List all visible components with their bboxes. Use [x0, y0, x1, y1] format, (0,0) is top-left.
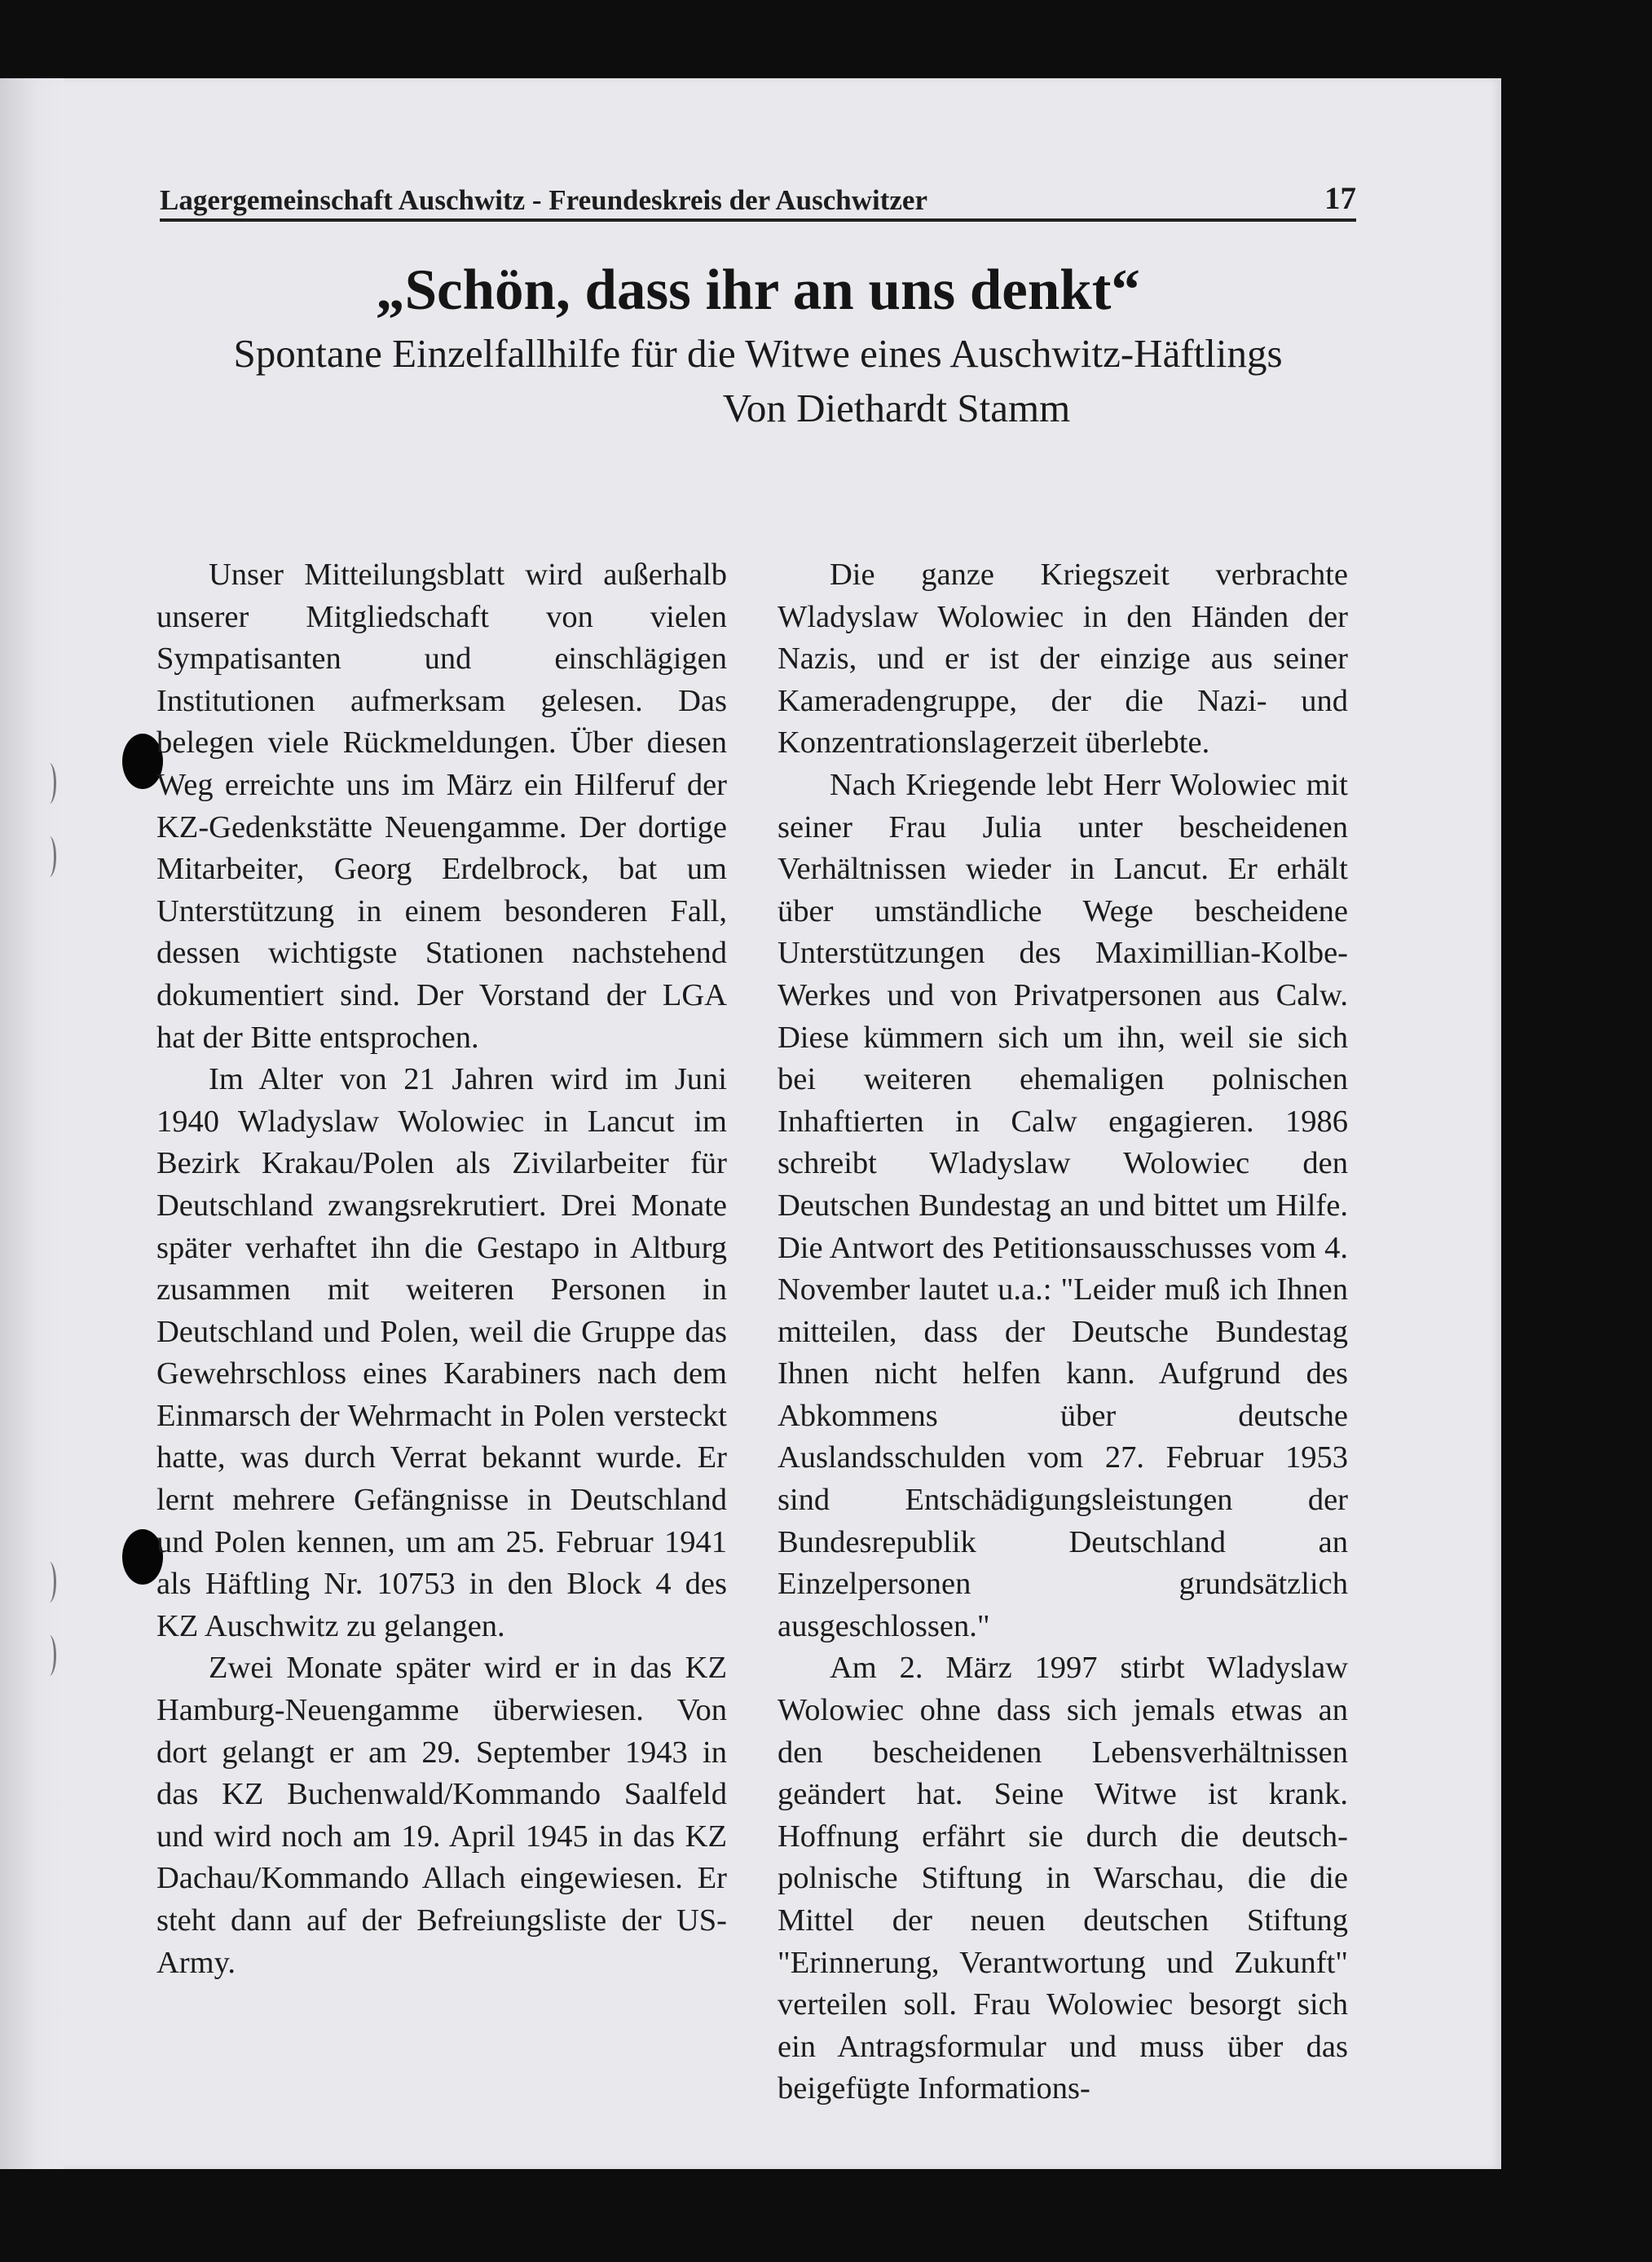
paragraph: Unser Mitteilungsblatt wird außerhalb unserer Mitgliedschaft von vielen Sympatisanten und einschlägigen Institutionen aufmerksam gelesen. Das belegen viele Rückmeldungen. Über diesen Weg erreichte uns im März ein Hilferuf der KZ-Gedenkstätte Neuengamme. Der dortige Mitarbeiter, Georg Erdelbrock, bat um Unterstützung in einem besonderen Fall, dessen wichtigste Stationen nachstehend dokumentiert sind. Der Vorstand der LGA hat der Bitte entsprochen. [156, 558, 727, 1055]
binder-mark [42, 1635, 56, 1676]
page-edge-shadow [0, 78, 64, 2169]
paragraph: Am 2. März 1997 stirbt Wladyslaw Wolowiec ohne dass sich jemals etwas an den bescheidenen Lebensverhältnissen geändert hat. Seine Witwe ist krank. Hoffnung erfährt sie durch die deutsch-polnische Stiftung in Warschau, die die Mittel der neuen deutschen Stiftung "Erinnerung, Verantwortung und Zukunft" verteilen soll. Frau Wolowiec besorgt sich ein Antragsformular und muss über das beigefügte Informations- [778, 1651, 1348, 2106]
binder-mark [42, 1562, 56, 1603]
paragraph: Die ganze Kriegszeit verbrachte Wladyslaw Wolowiec in den Händen der Nazis, und er ist der einzige aus seiner Kameradengruppe, der die Nazi- und Konzentrationslagerzeit überlebte. [778, 558, 1348, 761]
running-header [160, 178, 1356, 222]
paragraph: Zwei Monate später wird er in das KZ Hamburg-Neuengamme überwiesen. Von dort gelangt er am 29. September 1943 in das KZ Buchenwald/Kommando Saalfeld und wird noch am 19. April 1945 in das KZ Dachau/Kommando Allach eingewiesen. Er steht dann auf der Befreiungsliste der US-Army. [156, 1651, 727, 1980]
paragraph: Im Alter von 21 Jahren wird im Juni 1940 Wladyslaw Wolowiec in Lancut im Bezirk Krakau/Polen als Zivilarbeiter für Deutschland zwangsrekrutiert. Drei Monate später verhaftet ihn die Gestapo in Altburg zusammen mit weiteren Personen in Deutschland und Polen, weil die Gruppe das Gewehrschloss eines Karabiners nach dem Einmarsch der Wehrmacht in Polen versteckt hatte, was durch Verrat bekannt wurde. Er lernt mehrere Gefängnisse in Deutschland und Polen kennen, um am 25. Februar 1941 als Häftling Nr. 10753 in den Block 4 des KZ Auschwitz zu gelangen. [156, 1062, 727, 1643]
header-title: Lagergemeinschaft Auschwitz - Freundeskreis der Auschwitzer [160, 184, 927, 216]
page-number: 17 [1324, 181, 1356, 216]
article-subtitle: Spontane Einzelfallhilfe für die Witwe eines Auschwitz-Häftlings [233, 331, 1283, 376]
binder-mark [42, 763, 56, 804]
left-column [156, 554, 727, 1984]
paragraph: Nach Kriegende lebt Herr Wolowiec mit seiner Frau Julia unter bescheidenen Verhältnissen wieder in Lancut. Er erhält über umständliche Wege bescheidene Unterstützungen des Maximillian-Kolbe-Werkes und von Privatpersonen aus Calw. Diese kümmern sich um ihn, weil sie sich bei weiteren ehemaligen polnischen Inhaftierten in Calw engagieren. 1986 schreibt Wladyslaw Wolowiec den Deutschen Bundestag an und bittet um Hilfe. Die Antwort des Petitionsausschusses vom 4. November lautet u.a.: "Leider muß ich Ihnen mitteilen, dass der Deutsche Bundestag Ihnen nicht helfen kann. Aufgrund des Abkommens über deutsche Auslandsschulden vom 27. Februar 1953 sind Entschädigungsleistungen der Bundesrepublik Deutschland an Einzelpersonen grundsätzlich ausgeschlossen." [778, 767, 1348, 1643]
document-page [0, 78, 1501, 2169]
article-author: Von Diethardt Stamm [722, 386, 1071, 430]
article-title: „Schön, dass ihr an uns denkt“ [376, 258, 1140, 322]
right-column [778, 554, 1348, 2110]
binder-mark [42, 836, 56, 877]
